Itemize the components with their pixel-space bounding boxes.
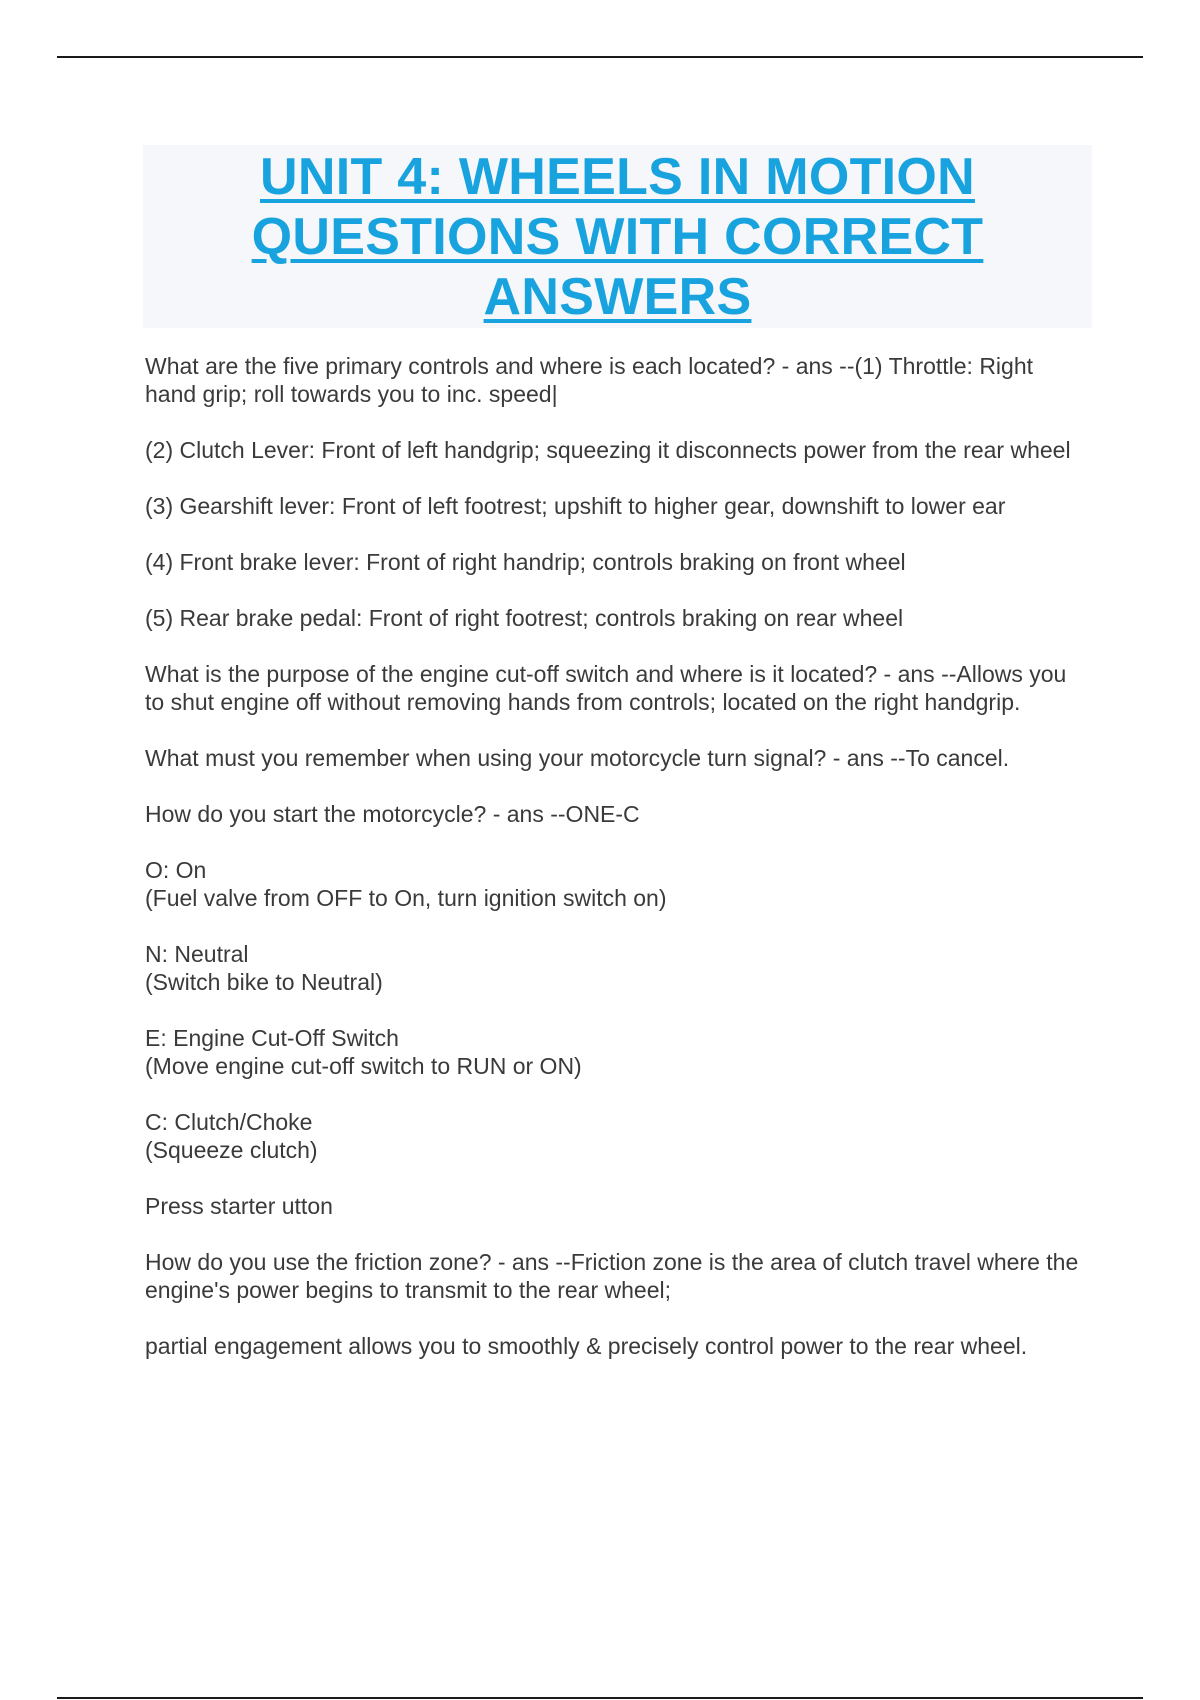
paragraph-primary-controls	[145, 352, 1090, 408]
page-bottom-rule	[57, 1697, 1143, 1699]
paragraph-gearshift-lever	[145, 492, 1090, 520]
paragraph-line: What must you remember when using your motorcycle turn signal? - ans --To cancel.	[145, 745, 1010, 771]
paragraph-front-brake-lever	[145, 548, 1090, 576]
paragraph-step-on	[145, 856, 1090, 912]
paragraph-line: (2) Clutch Lever: Front of left handgrip; squeezing it disconnects power from the rear wheel	[145, 437, 1071, 463]
document-body	[145, 352, 1090, 1388]
paragraph-line: (3) Gearshift lever: Front of left footrest; upshift to higher gear, downshift to lower ear	[145, 493, 1006, 519]
paragraph-friction-zone	[145, 1248, 1090, 1304]
paragraph-step-neutral	[145, 940, 1090, 996]
step-detail: (Move engine cut-off switch to RUN or ON)	[145, 1053, 582, 1079]
title-line-3: ANSWERS	[483, 267, 752, 326]
paragraph-line: What are the five primary controls and where is each located? - ans --(1) Throttle: Right hand grip; roll towards you to inc. speed|	[145, 353, 1034, 407]
paragraph-line: What is the purpose of the engine cut-off switch and where is it located? - ans --Allows you to shut engine off without removing hands from controls; located on the right handgrip.	[145, 661, 1067, 715]
paragraph-line: How do you use the friction zone? - ans --Friction zone is the area of clutch travel where the engine's power begins to transmit to the rear wheel;	[145, 1249, 1079, 1303]
paragraph-clutch-lever	[145, 436, 1090, 464]
paragraph-press-starter	[145, 1192, 1090, 1220]
step-heading: N: Neutral	[145, 941, 249, 967]
step-detail: (Fuel valve from OFF to On, turn ignition switch on)	[145, 885, 667, 911]
step-detail: (Squeeze clutch)	[145, 1137, 318, 1163]
page-top-rule	[57, 56, 1143, 58]
step-heading: C: Clutch/Choke	[145, 1109, 313, 1135]
step-heading: E: Engine Cut-Off Switch	[145, 1025, 399, 1051]
paragraph-partial-engagement	[145, 1332, 1090, 1360]
paragraph-step-engine-cutoff	[145, 1024, 1090, 1080]
step-heading: O: On	[145, 857, 207, 883]
paragraph-line: (5) Rear brake pedal: Front of right footrest; controls braking on rear wheel	[145, 605, 904, 631]
title-line-2: QUESTIONS WITH CORRECT	[251, 207, 984, 266]
paragraph-line: partial engagement allows you to smoothly & precisely control power to the rear wheel.	[145, 1333, 1028, 1359]
paragraph-rear-brake-pedal	[145, 604, 1090, 632]
paragraph-turn-signal	[145, 744, 1090, 772]
paragraph-start-motorcycle	[145, 800, 1090, 828]
paragraph-engine-cutoff-switch	[145, 660, 1090, 716]
paragraph-step-clutch-choke	[145, 1108, 1090, 1164]
paragraph-line: (4) Front brake lever: Front of right handrip; controls braking on front wheel	[145, 549, 906, 575]
step-detail: (Switch bike to Neutral)	[145, 969, 383, 995]
title-line-1: UNIT 4: WHEELS IN MOTION	[260, 147, 975, 206]
paragraph-line: Press starter utton	[145, 1193, 333, 1219]
paragraph-line: How do you start the motorcycle? - ans --ONE-C	[145, 801, 640, 827]
document-title-block	[143, 145, 1092, 328]
